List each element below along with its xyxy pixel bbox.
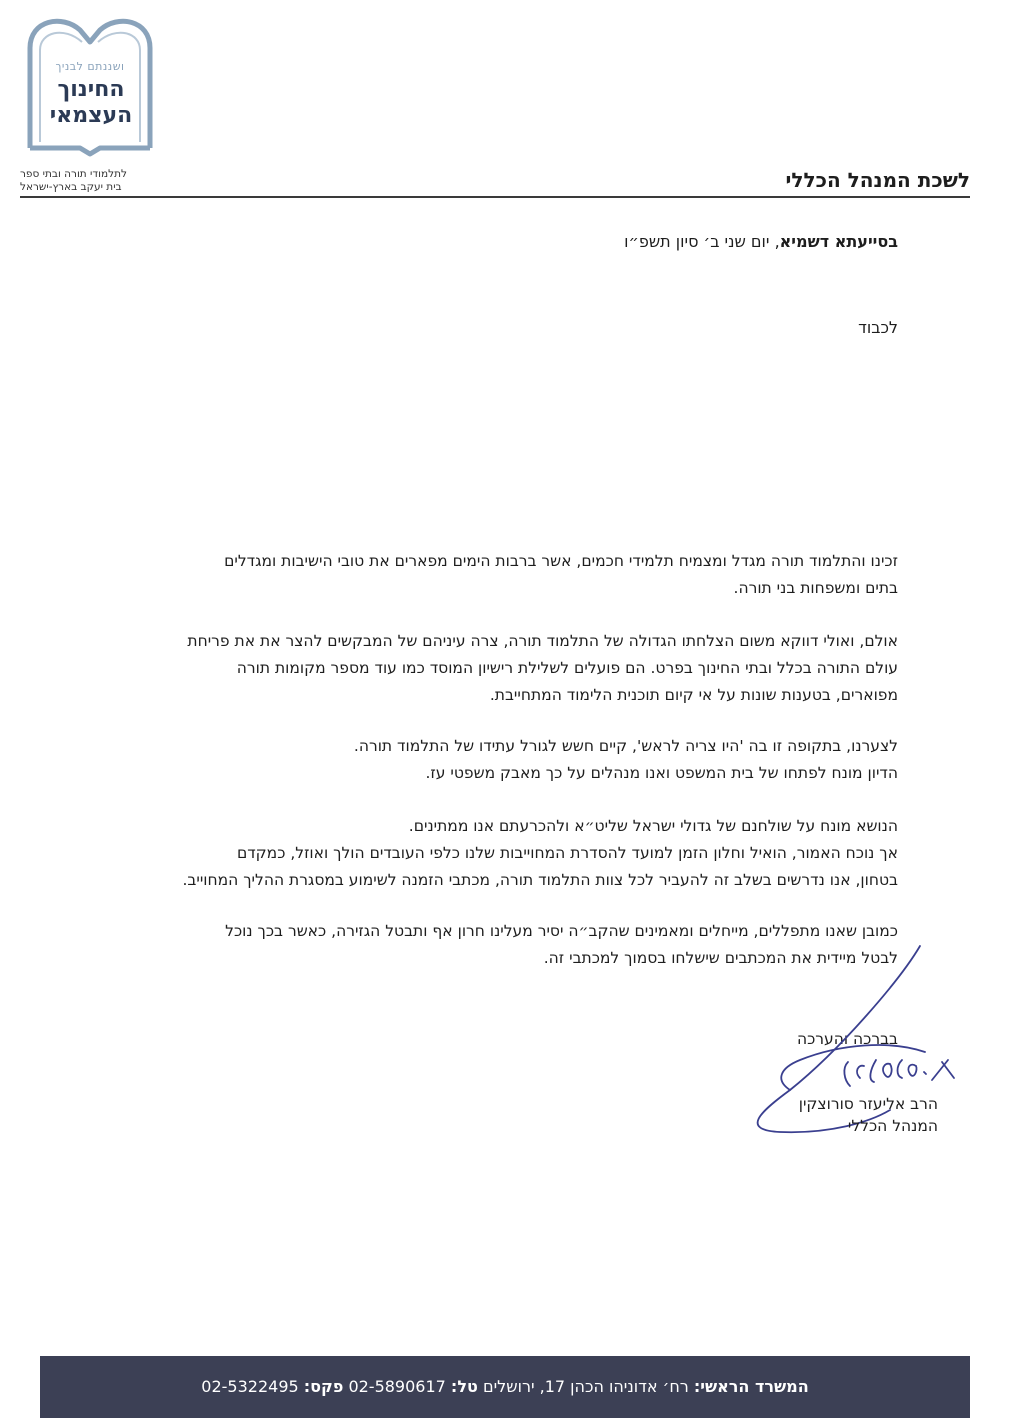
signer-name: הרב אליעזר סורוצקין (798, 1095, 938, 1113)
closing: בברכה והערכה (796, 1030, 898, 1048)
footer-fax-label: פקס: (303, 1377, 344, 1396)
office-title: לשכת המנהל הכללי (785, 168, 970, 192)
salutation: לכבוד (858, 318, 898, 337)
paragraph-1 (108, 548, 898, 602)
footer-fax: 02-5322495 (201, 1377, 299, 1396)
paragraph-line: מפוארים, בטענות שונות על אי קיום תוכנית הלימוד המתחייבת. (489, 686, 898, 704)
header-divider (20, 196, 970, 198)
paragraph-line: לצערנו, בתקופה זו בה 'היו צריה לראש', קיים חשש לגורל עתידו של התלמוד תורה. (353, 737, 898, 755)
org-subtitle-line1: לתלמודי תורה ובתי ספר (20, 168, 127, 180)
paragraph-line: עולם התורה בכלל ובתי החינוך בפרט. הם פועלים לשלילת רישיון המוסד כמו עוד מספר מקומות תורה (236, 659, 898, 677)
footer-office-label: המשרד הראשי: (693, 1377, 809, 1396)
logo-motto: ושננתם לבניך (55, 60, 125, 73)
paragraph-3 (108, 733, 898, 787)
org-subtitle-line2: בית יעקב בארץ-ישראל (20, 181, 122, 193)
footer-contact (40, 1356, 970, 1418)
paragraph-line: בתים ומשפחות בני תורה. (733, 579, 898, 597)
dateline-blessing: בסייעתא דשמיא (779, 232, 898, 251)
paragraph-line: הנושא מונח על שולחנם של גדולי ישראל שליט״א ולהכרעתם אנו ממתינים. (408, 817, 898, 835)
paragraph-line: אולם, ואולי דווקא משום הצלחתו הגדולה של התלמוד תורה, צרה עיניהם של המבקשים להצר את את פריחת (187, 632, 898, 650)
dateline-date: , יום שני ב׳ סיון תשפ״ו (624, 232, 780, 251)
logo-name-line2: העצמאי (49, 103, 133, 128)
paragraph-2 (108, 628, 898, 709)
paragraph-line: לבטל מיידית את המכתבים שישלחו בסמוך למכתבי זה. (543, 949, 898, 967)
paragraph-line: אך נוכח האמור, הואיל וחלון הזמן למועד להסדרת המחוייבות שלנו כלפי העובדים הולך ואוזל, כמקדם (236, 844, 898, 862)
paragraph-line: הדיון מונח לפתחו של בית המשפט ואנו מנהלים על כך מאבק משפטי עז. (425, 764, 898, 782)
footer-phone: 02-5890617 (348, 1377, 446, 1396)
signer-block (799, 1093, 938, 1137)
logo-name-line1: החינוך (57, 77, 125, 102)
footer-address: רח׳ אדוניהו הכהן 17, ירושלים (482, 1377, 689, 1396)
paragraph-line: כמובן שאנו מתפללים, מייחלים ומאמינים שהקב״ה יסיר מעלינו חרון אף ותבטל הגזירה, כאשר בכך נוכל (225, 922, 898, 940)
paragraph-line: זכינו והתלמוד תורה מגדל ומצמיח תלמידי חכמים, אשר ברבות הימים מפארים את טובי הישיבות ומגדלים (224, 552, 898, 570)
paragraph-4 (108, 813, 898, 894)
signer-title: המנהל הכללי (847, 1117, 938, 1135)
dateline (624, 232, 898, 251)
footer-phone-label: טל: (450, 1377, 478, 1396)
paragraph-line: בטחון, אנו נדרשים בשלב זה להעביר לכל צוות התלמוד תורה, מכתבי הזמנה לשימוע במסגרת ההליך המחוייב. (182, 871, 898, 889)
